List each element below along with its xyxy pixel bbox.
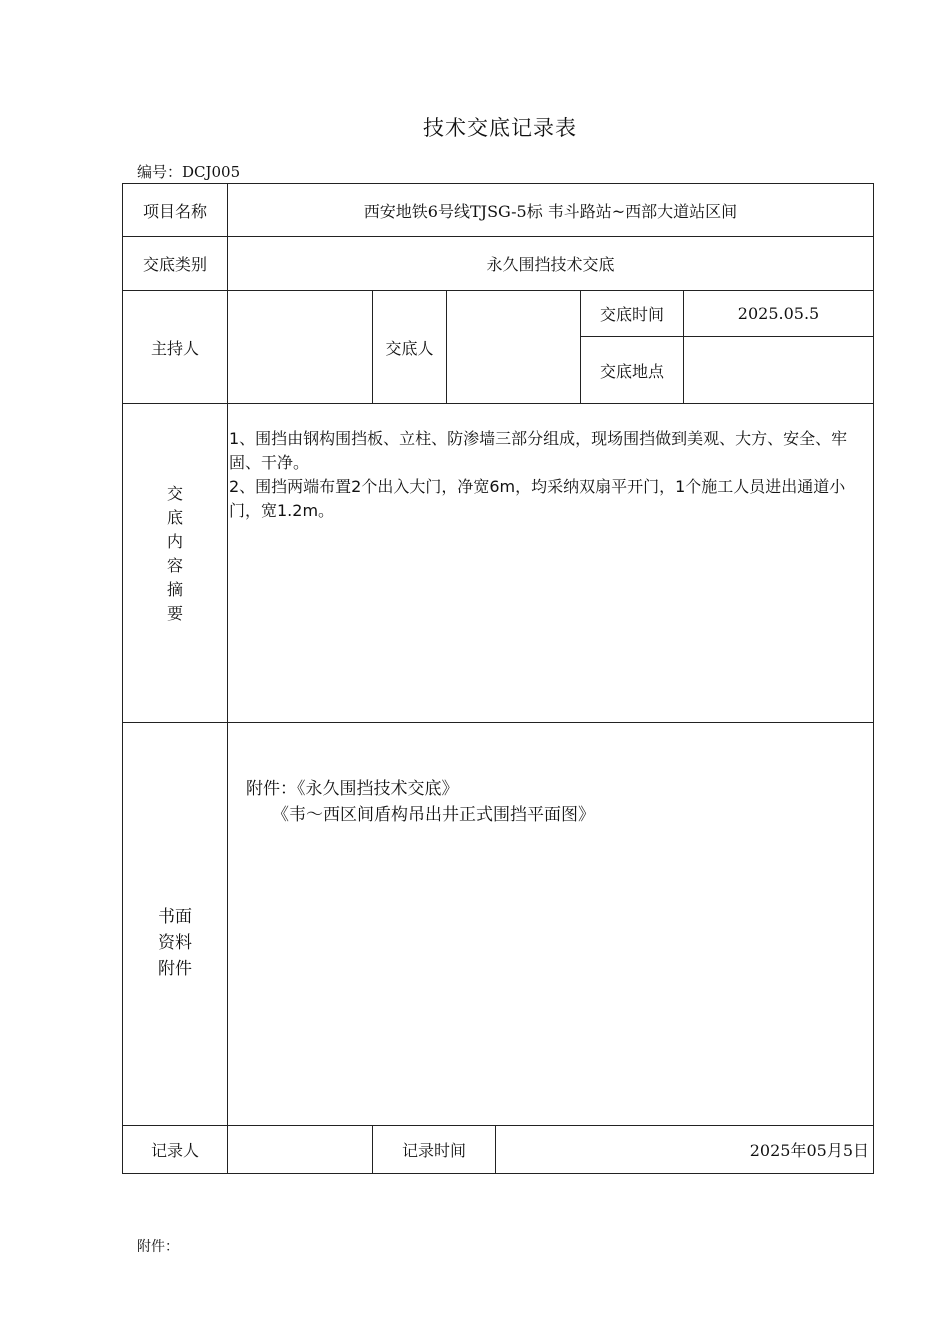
summary-line: 1、围挡由钢构围挡板、立柱、防渗墙三部分组成，现场围挡做到美观、大方、安全、牢固、干净。 (229, 429, 848, 472)
host-label: 主持人 (150, 338, 199, 358)
time-value: 2025.05.5 (737, 304, 820, 323)
attachment-label-line: 附件 (158, 959, 192, 979)
table-border-right (873, 183, 874, 1174)
attachment-line: 附件：《永久围挡技术交底》 (246, 779, 459, 799)
category-value: 永久围挡技术交底 (486, 255, 615, 274)
document-number: 编号：DCJ005 (137, 163, 241, 181)
table-border-bottom (122, 1173, 874, 1174)
attachment-label-line: 资料 (158, 933, 192, 953)
summary-label-char: 要 (166, 604, 183, 623)
summary-line: 2、围挡两端布置2个出入大门，净宽6m，均采纳双扇平开门，1个施工人员进出通道小门，宽1.2m。 (229, 477, 846, 520)
document-title: 技术交底记录表 (423, 116, 577, 140)
presenter-value (447, 291, 580, 403)
record-time-label: 记录时间 (401, 1141, 466, 1160)
summary-label (123, 404, 227, 704)
recorder-label: 记录人 (150, 1141, 199, 1160)
record-time-value: 2025年05月5日 (749, 1141, 869, 1160)
summary-label-char: 内 (166, 532, 183, 551)
presenter-label: 交底人 (385, 338, 434, 358)
footer-attachment-label: 附件： (137, 1239, 179, 1255)
attachment-content (246, 776, 595, 828)
attachment-line: 《韦～西区间盾构吊出井正式围挡平面图》 (272, 805, 595, 825)
summary-label-char: 交 (166, 484, 183, 503)
location-value (684, 337, 873, 403)
summary-label-char: 摘 (166, 580, 183, 599)
summary-content (229, 427, 869, 523)
summary-label-char: 容 (166, 556, 183, 575)
project-name-label: 项目名称 (142, 201, 207, 221)
time-label: 交底时间 (599, 305, 664, 324)
row-divider (122, 403, 874, 404)
location-label: 交底地点 (599, 361, 664, 381)
recorder-value (228, 1126, 372, 1173)
row-divider (122, 722, 874, 723)
category-label: 交底类别 (142, 255, 207, 274)
summary-label-char: 底 (166, 508, 183, 527)
host-value (228, 291, 372, 403)
attachment-label (123, 723, 227, 1163)
project-name-value: 西安地铁6号线TJSG-5标 韦斗路站~西部大道站区间 (363, 201, 738, 221)
attachment-label-line: 书面 (158, 907, 192, 927)
